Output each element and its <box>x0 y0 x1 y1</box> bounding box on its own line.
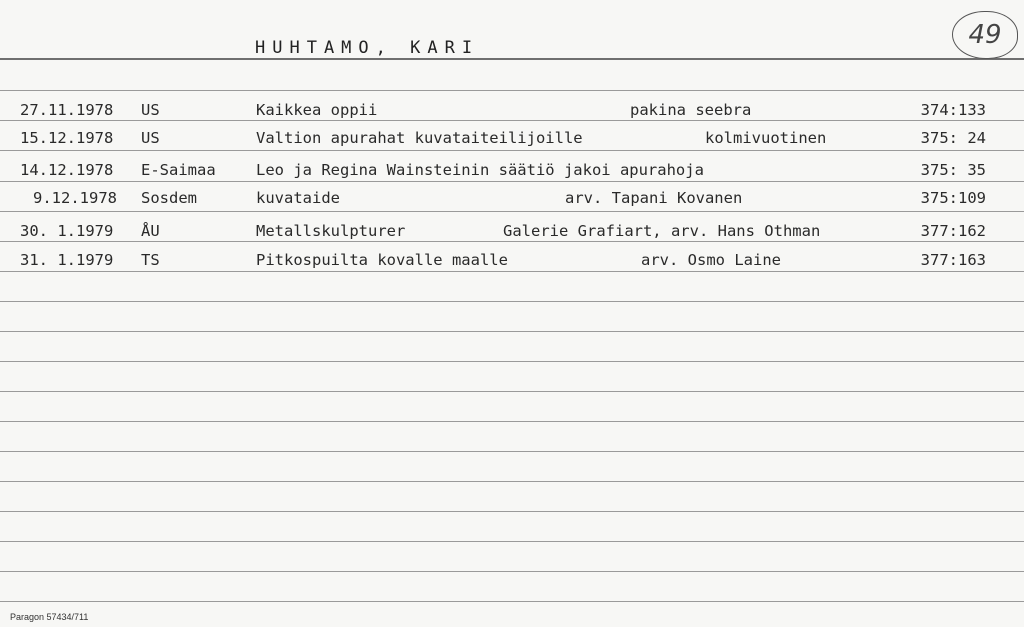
entry-reference: 377:162 <box>920 222 986 240</box>
card-number-circle: 49 <box>952 11 1018 59</box>
entry-date: 27.11.1978 <box>20 101 114 119</box>
entry-note: arv. Tapani Kovanen <box>565 189 743 207</box>
entry-title: Pitkospuilta kovalle maalle <box>256 251 508 269</box>
entry-reference: 375: 35 <box>920 161 986 179</box>
entry-note: kolmivuotinen <box>705 129 827 147</box>
entry-row <box>0 247 1024 273</box>
entry-source: US <box>141 129 160 147</box>
entry-reference: 375:109 <box>920 189 986 207</box>
ruled-line <box>0 601 1024 602</box>
ruled-line <box>0 301 1024 302</box>
header-rule <box>0 58 1024 60</box>
entry-date: 15.12.1978 <box>20 129 114 147</box>
entry-source: ÅU <box>141 222 160 240</box>
entry-row <box>0 97 1024 123</box>
entry-row <box>0 157 1024 183</box>
entry-date: 31. 1.1979 <box>20 251 114 269</box>
entry-date: 9.12.1978 <box>33 189 117 207</box>
entry-reference: 377:163 <box>920 251 986 269</box>
entry-note: pakina seebra <box>630 101 752 119</box>
entry-title: Valtion apurahat kuvataiteilijoille <box>256 129 583 147</box>
entry-row <box>0 185 1024 211</box>
entry-note: Galerie Grafiart, arv. Hans Othman <box>503 222 821 240</box>
ruled-line <box>0 361 1024 362</box>
card-title: HUHTAMO, KARI <box>255 38 480 58</box>
entry-source: TS <box>141 251 160 269</box>
ruled-line <box>0 391 1024 392</box>
entry-title: Kaikkea oppii <box>256 101 378 119</box>
entry-date: 14.12.1978 <box>20 161 114 179</box>
entry-source: US <box>141 101 160 119</box>
ruled-line <box>0 541 1024 542</box>
ruled-line <box>0 571 1024 572</box>
ruled-line <box>0 90 1024 91</box>
entry-title: Leo ja Regina Wainsteinin säätiö jakoi apurahoja <box>256 161 704 179</box>
entry-note: arv. Osmo Laine <box>641 251 781 269</box>
entry-row <box>0 218 1024 244</box>
entry-row <box>0 125 1024 151</box>
ruled-line <box>0 421 1024 422</box>
ruled-line <box>0 331 1024 332</box>
ruled-line <box>0 451 1024 452</box>
entry-reference: 375: 24 <box>920 129 986 147</box>
entry-title: Metallskulpturer <box>256 222 406 240</box>
ruled-line <box>0 211 1024 212</box>
ruled-line <box>0 511 1024 512</box>
entry-reference: 374:133 <box>920 101 986 119</box>
entry-source: E-Saimaa <box>141 161 216 179</box>
entry-source: Sosdem <box>141 189 197 207</box>
entry-date: 30. 1.1979 <box>20 222 114 240</box>
card-footer: Paragon 57434/711 <box>10 612 89 622</box>
entry-title: kuvataide <box>256 189 340 207</box>
ruled-line <box>0 481 1024 482</box>
